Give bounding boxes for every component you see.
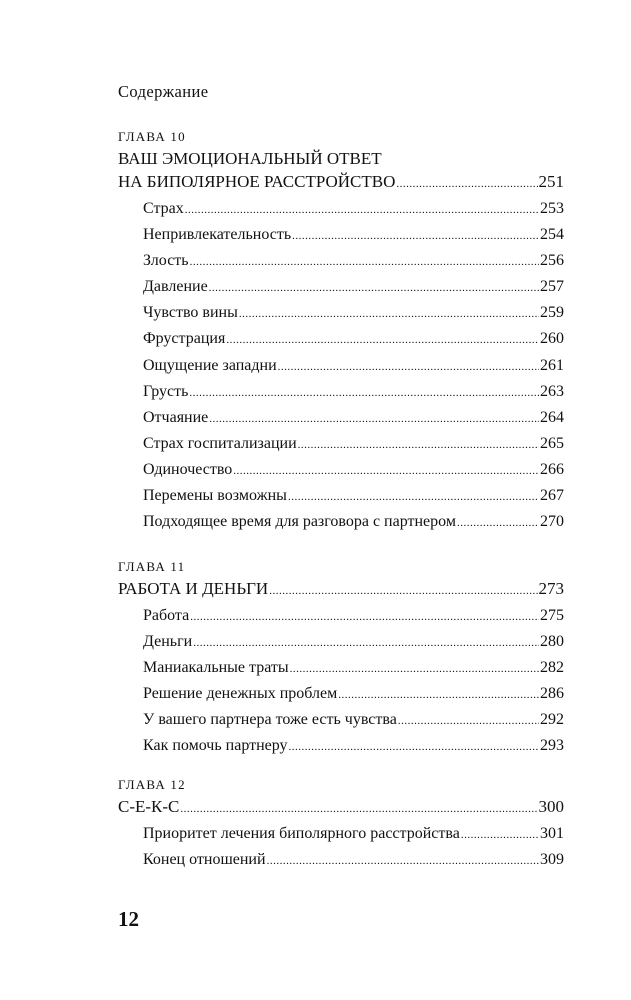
chapter-title-row <box>118 795 564 818</box>
toc-entry <box>118 733 564 759</box>
leader-dots <box>239 301 539 327</box>
entry-title: Грусть <box>143 382 189 400</box>
page-ref: 286 <box>540 685 564 703</box>
page-ref: 270 <box>540 513 564 531</box>
toc-entry <box>118 509 564 535</box>
entry-title: Маниакальные траты <box>143 659 289 677</box>
toc-entry <box>118 405 564 431</box>
leader-dots <box>457 510 539 536</box>
chapter-12 <box>118 775 564 873</box>
entry-title: Страх <box>143 200 184 217</box>
page-ref: 264 <box>540 408 564 426</box>
page-ref: 253 <box>540 200 564 217</box>
leader-dots <box>338 682 539 708</box>
page-ref: 309 <box>540 851 564 869</box>
entry-title: Давление <box>143 278 208 296</box>
page-ref: 259 <box>540 304 564 322</box>
leader-dots <box>269 580 537 603</box>
entry-title: Непривлекательность <box>143 226 292 244</box>
leader-dots <box>298 432 539 458</box>
page-ref: 301 <box>540 825 564 842</box>
toc-entry <box>118 681 564 707</box>
page-ref: 257 <box>540 278 564 296</box>
entry-title: Деньги <box>143 633 193 651</box>
leader-dots <box>193 630 539 656</box>
leader-dots <box>396 173 537 196</box>
toc-entry <box>118 707 564 733</box>
entry-title: Как помочь партнеру <box>143 737 288 755</box>
leader-dots <box>209 275 539 301</box>
toc-entry <box>118 196 564 222</box>
page-ref: 254 <box>540 226 564 244</box>
entry-title: Одиночество <box>143 460 233 478</box>
page-ref: 275 <box>540 607 564 624</box>
leader-dots <box>190 249 539 275</box>
leader-dots <box>189 380 539 406</box>
chapter-label: ГЛАВА 12 <box>118 777 186 792</box>
leader-dots <box>288 484 539 510</box>
leader-dots <box>226 327 539 353</box>
toc-entry <box>118 821 564 847</box>
leader-dots <box>185 197 539 223</box>
page-ref: 266 <box>540 460 564 478</box>
leader-dots <box>180 798 537 821</box>
chapter-title-line: С-Е-К-С <box>118 797 180 816</box>
toc-entry <box>118 603 564 629</box>
chapter-label: ГЛАВА 10 <box>118 129 186 144</box>
toc-entry <box>118 222 564 248</box>
entry-title: Перемены возможны <box>143 487 287 505</box>
toc-entry <box>118 274 564 300</box>
entry-title: Конец отношений <box>143 851 266 869</box>
toc-entry <box>118 300 564 326</box>
entry-title: Фрустрация <box>143 330 226 348</box>
leader-dots <box>398 708 539 734</box>
entry-title: Работа <box>143 607 190 624</box>
chapter-label: ГЛАВА 11 <box>118 559 186 574</box>
page-ref: 265 <box>540 434 564 452</box>
leader-dots <box>290 656 539 682</box>
page-ref: 293 <box>540 737 564 755</box>
page-ref: 261 <box>540 356 564 374</box>
page-ref: 267 <box>540 487 564 505</box>
entry-title: Отчаяние <box>143 408 209 426</box>
entry-title: Ощущение западни <box>143 356 277 374</box>
page-header: Содержание <box>118 82 209 101</box>
leader-dots <box>267 848 539 874</box>
entry-title: Страх госпитализации <box>143 434 297 452</box>
toc-entry <box>118 457 564 483</box>
entry-title: У вашего партнера тоже есть чувства <box>143 711 397 729</box>
chapter-10 <box>118 127 564 535</box>
leader-dots <box>292 223 539 249</box>
leader-dots <box>461 822 539 848</box>
toc-entry <box>118 379 564 405</box>
toc-entry <box>118 248 564 274</box>
page-ref: 273 <box>538 579 564 598</box>
page-ref: 292 <box>540 711 564 729</box>
page-ref: 280 <box>540 633 564 651</box>
toc-entry <box>118 655 564 681</box>
toc-entry <box>118 353 564 379</box>
page-ref: 256 <box>540 252 564 270</box>
entry-title: Чувство вины <box>143 304 238 322</box>
toc-entry <box>118 431 564 457</box>
toc-entry <box>118 847 564 873</box>
chapter-title-row <box>118 577 564 600</box>
leader-dots <box>190 604 539 630</box>
page-ref: 260 <box>540 330 564 348</box>
toc-entry <box>118 629 564 655</box>
entry-title: Приоритет лечения биполярного расстройства <box>143 825 460 842</box>
page-ref: 251 <box>538 172 564 191</box>
page-ref: 300 <box>538 797 564 816</box>
chapter-title-row <box>118 170 564 193</box>
entry-title: Подходящее время для разговора с партнером <box>143 513 456 531</box>
toc-entry <box>118 483 564 509</box>
leader-dots <box>278 354 539 380</box>
entry-title: Злость <box>143 252 189 270</box>
chapter-title-line: ВАШ ЭМОЦИОНАЛЬНЫЙ ОТВЕТ <box>118 149 382 168</box>
page-ref: 263 <box>540 382 564 400</box>
chapter-title-line: РАБОТА И ДЕНЬГИ <box>118 579 269 598</box>
chapter-title-line: НА БИПОЛЯРНОЕ РАССТРОЙСТВО <box>118 172 396 191</box>
page-number: 12 <box>118 907 139 931</box>
leader-dots <box>209 406 539 432</box>
leader-dots <box>289 734 539 760</box>
chapter-11 <box>118 557 564 760</box>
entry-title: Решение денежных проблем <box>143 685 338 703</box>
toc-entry <box>118 326 564 352</box>
page-ref: 282 <box>540 659 564 677</box>
leader-dots <box>233 458 539 484</box>
